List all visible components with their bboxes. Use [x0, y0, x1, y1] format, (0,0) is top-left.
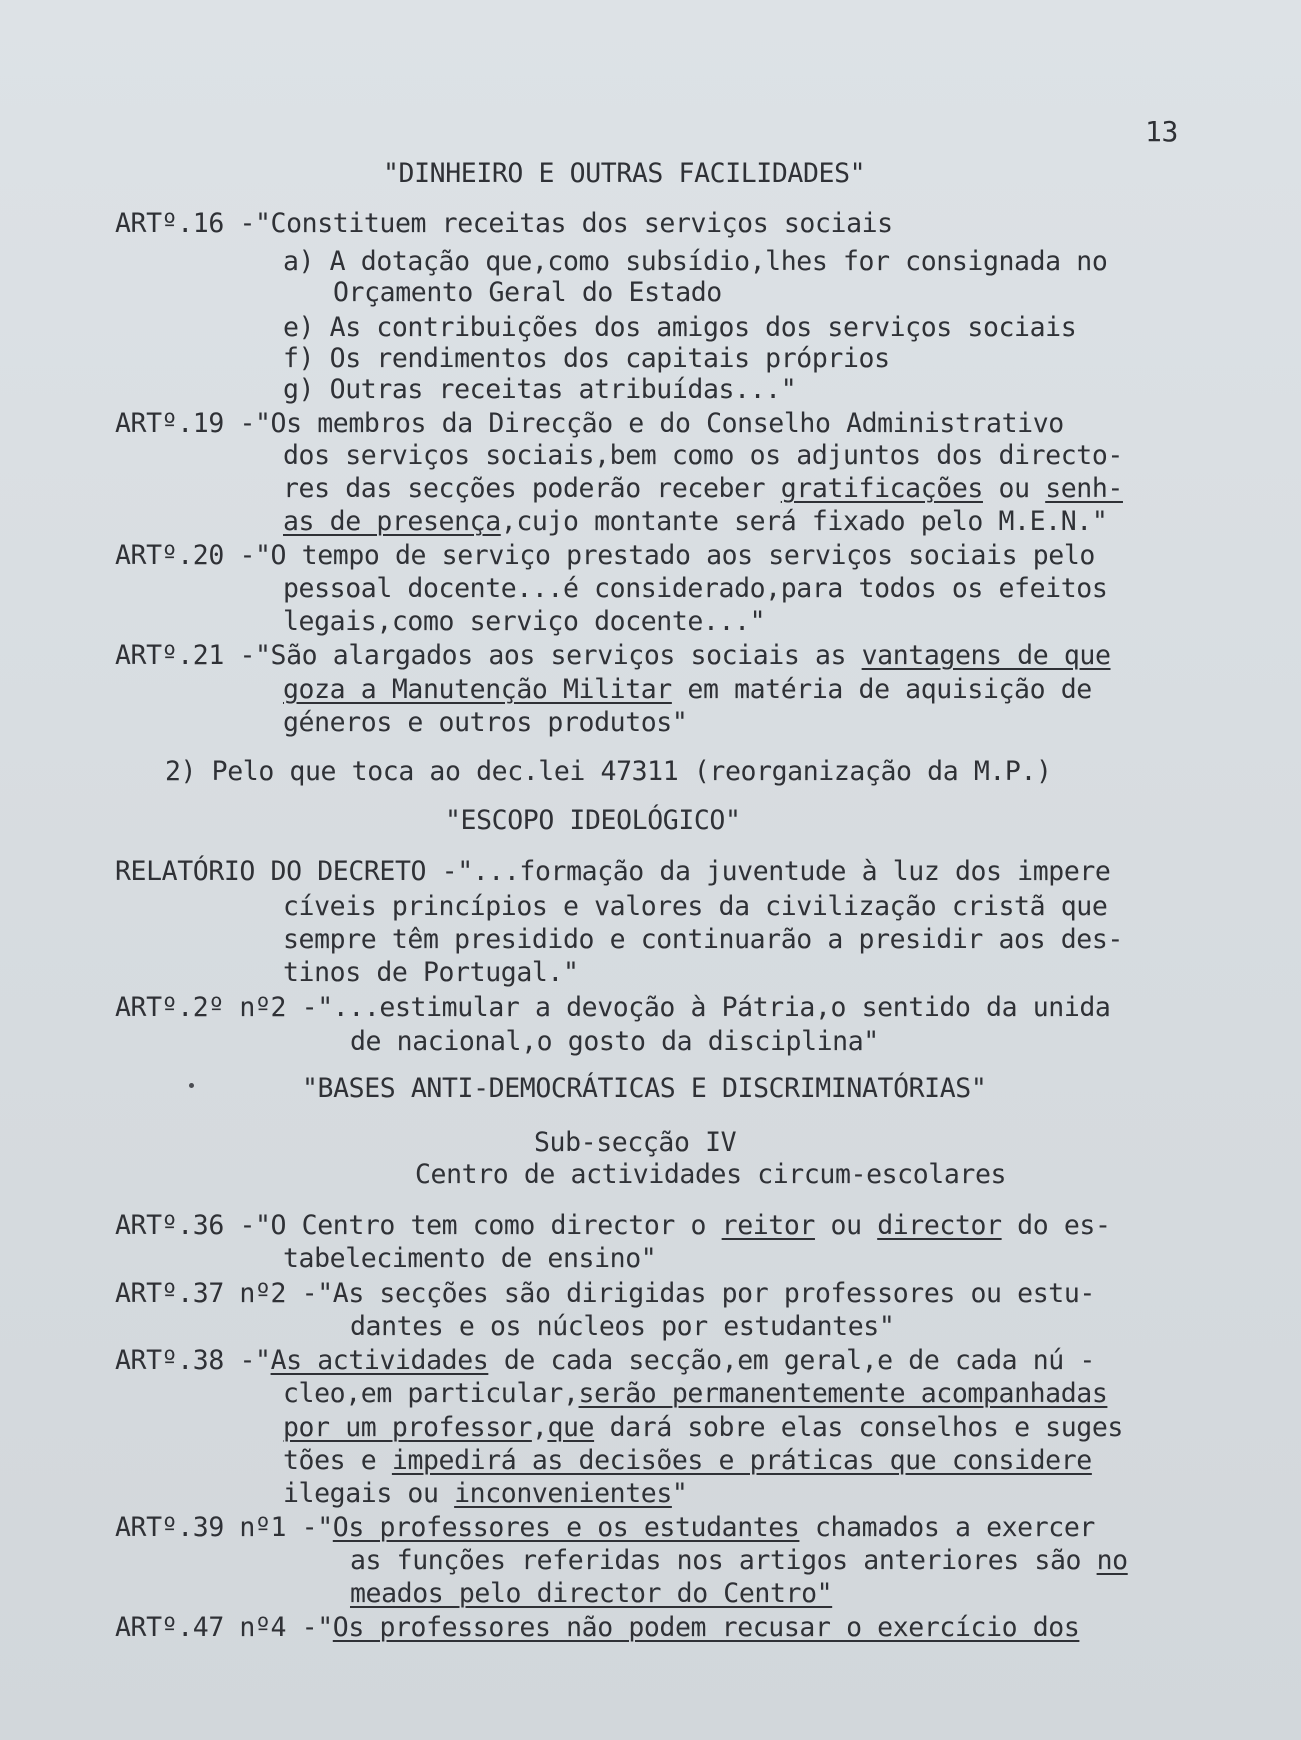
article-21-line-1: ARTº.21 -"São alargados aos serviços sociais as vantagens de que — [115, 640, 1111, 671]
article-38-line-1: ARTº.38 -"As actividades de cada secção,em geral,e de cada nú - — [115, 1345, 1095, 1376]
relatorio-line-2: cíveis princípios e valores da civilização cristã que — [283, 891, 1108, 922]
article-21-line-2: goza a Manutenção Militar em matéria de aquisição de — [283, 674, 1092, 705]
article-37-line-1: ARTº.37 nº2 -"As secções são dirigidas por professores ou estu- — [115, 1278, 1095, 1309]
article-38-line-2: cleo,em particular,serão permanentemente acompanhadas — [283, 1378, 1108, 1409]
subsection-title: Centro de actividades circum-escolares — [415, 1159, 1007, 1190]
section-heading: "DINHEIRO E OUTRAS FACILIDADES" — [383, 158, 866, 189]
article-19-line-1: ARTº.19 -"Os membros da Direcção e do Conselho Administrativo — [115, 408, 1064, 439]
article-16-item-f: f) Os rendimentos dos capitais próprios — [283, 343, 890, 374]
article-16-line-1: ARTº.16 -"Constituem receitas dos serviços sociais — [115, 208, 893, 239]
subsection-number: Sub-secção IV — [534, 1127, 737, 1158]
article-39-line-1: ARTº.39 nº1 -"Os professores e os estudantes chamados a exercer — [115, 1512, 1095, 1543]
article-36-line-1: ARTº.36 -"O Centro tem como director o reitor ou director do es- — [115, 1210, 1111, 1241]
article-16-item-e: e) As contribuições dos amigos dos serviços sociais — [283, 312, 1077, 343]
article-16-item-g: g) Outras receitas atribuídas..." — [283, 374, 797, 405]
section-heading: "BASES ANTI-DEMOCRÁTICAS E DISCRIMINATÓRIAS" — [302, 1073, 987, 1104]
article-38-line-3: por um professor,que dará sobre elas conselhos e suges — [283, 1412, 1123, 1443]
relatorio-line-4: tinos de Portugal." — [283, 957, 579, 988]
article-36-line-2: tabelecimento de ensino" — [283, 1243, 657, 1274]
article-label: ARTº.16 — [115, 208, 224, 239]
section-heading: "ESCOPO IDEOLÓGICO" — [445, 805, 741, 836]
article-38-line-4: tões e impedirá as decisões e práticas que considere — [283, 1445, 1092, 1476]
article-2-line-1: ARTº.2º nº2 -"...estimular a devoção à Pátria,o sentido da unida — [115, 992, 1111, 1023]
article-label: ARTº.19 — [115, 408, 224, 439]
article-label: ARTº.21 — [115, 640, 224, 671]
article-38-line-5: ilegais ou inconvenientes" — [283, 1478, 688, 1509]
article-47-line-1: ARTº.47 nº4 -"Os professores não podem recusar o exercício dos — [115, 1612, 1080, 1643]
article-20-line-3: legais,como serviço docente..." — [283, 606, 766, 637]
article-39-line-2: as funções referidas nos artigos anteriores são no — [350, 1545, 1128, 1576]
article-39-line-3: meados pelo director do Centro" — [350, 1578, 833, 1609]
article-20-line-1: ARTº.20 -"O tempo de serviço prestado aos serviços sociais pelo — [115, 540, 1095, 571]
article-label: ARTº.2º nº2 — [115, 992, 287, 1023]
article-label: ARTº.36 — [115, 1210, 224, 1241]
article-label: RELATÓRIO DO DECRETO — [115, 856, 427, 887]
bullet-mark — [189, 1083, 194, 1088]
article-label: ARTº.20 — [115, 540, 224, 571]
article-19-line-2: dos serviços sociais,bem como os adjuntos dos directo- — [283, 440, 1123, 471]
article-19-line-4: as de presença,cujo montante será fixado pelo M.E.N." — [283, 506, 1108, 537]
article-label: ARTº.38 — [115, 1345, 224, 1376]
article-16-item-a-cont: Orçamento Geral do Estado — [333, 277, 722, 308]
article-label: ARTº.47 nº4 — [115, 1612, 287, 1643]
article-19-line-3: res das secções poderão receber gratificações ou senh- — [283, 473, 1123, 504]
article-20-line-2: pessoal docente...é considerado,para todos os efeitos — [283, 573, 1108, 604]
article-2-line-2: de nacional,o gosto da disciplina" — [350, 1026, 879, 1057]
article-37-line-2: dantes e os núcleos por estudantes" — [350, 1311, 895, 1342]
article-21-line-3: géneros e outros produtos" — [283, 707, 688, 738]
numbered-item-2: 2) Pelo que toca ao dec.lei 47311 (reorganização da M.P.) — [165, 756, 1052, 787]
relatorio-line-1: RELATÓRIO DO DECRETO -"...formação da juventude à luz dos impere — [115, 856, 1111, 887]
page-number: 13 — [1145, 115, 1178, 148]
relatorio-line-3: sempre têm presidido e continuarão a presidir aos des- — [283, 924, 1123, 955]
article-label: ARTº.37 nº2 — [115, 1278, 287, 1309]
article-label: ARTº.39 nº1 — [115, 1512, 287, 1543]
article-16-item-a: a) A dotação que,como subsídio,lhes for consignada no — [283, 246, 1108, 277]
